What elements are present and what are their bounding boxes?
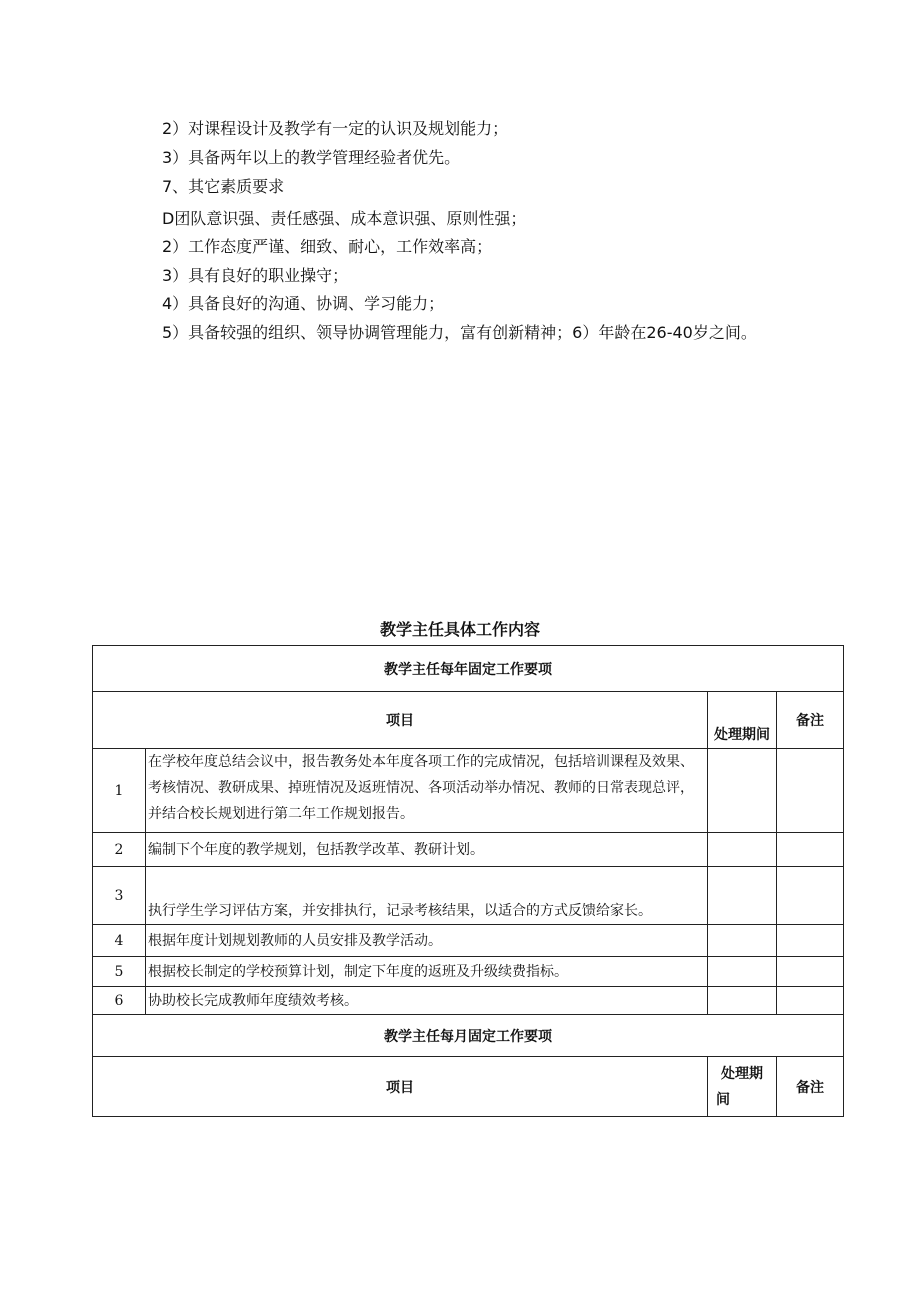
table-row bbox=[93, 833, 844, 867]
annual-header-note: 备注 bbox=[777, 692, 844, 749]
row-period-cell bbox=[708, 833, 777, 867]
row-text: 在学校年度总结会议中，报告教务处本年度各项工作的完成情况，包括培训课程及效果、考核情况、教研成果、掉班情况及返班情况、各项活动举办情况、教师的日常表现总评，并结合校长规划进行第二年工作规划报告。 bbox=[146, 749, 708, 833]
requirement-line: 2）工作态度严谨、细致、耐心，工作效率高； bbox=[162, 237, 493, 256]
row-number: 3 bbox=[93, 867, 146, 925]
row-period-cell bbox=[708, 749, 777, 833]
row-text: 编制下个年度的教学规划，包括教学改革、教研计划。 bbox=[146, 833, 708, 867]
monthly-header-period bbox=[708, 1057, 777, 1117]
table-title: 教学主任具体工作内容 bbox=[379, 620, 540, 639]
requirement-heading: 7、其它素质要求 bbox=[162, 177, 285, 196]
row-text: 根据年度计划规划教师的人员安排及教学活动。 bbox=[146, 925, 708, 957]
row-period-cell bbox=[708, 925, 777, 957]
row-note-cell bbox=[777, 925, 844, 957]
requirement-line: D团队意识强、责任感强、成本意识强、原则性强； bbox=[162, 209, 527, 228]
row-number: 6 bbox=[93, 987, 146, 1015]
annual-header-item: 项目 bbox=[93, 692, 708, 749]
requirement-line: 5）具备较强的组织、领导协调管理能力，富有创新精神；6）年龄在26-40岁之间。 bbox=[162, 323, 757, 342]
row-note-cell bbox=[777, 749, 844, 833]
table-row bbox=[93, 925, 844, 957]
row-text: 协助校长完成教师年度绩效考核。 bbox=[146, 987, 708, 1015]
row-period-cell bbox=[708, 957, 777, 987]
work-items-table bbox=[92, 645, 844, 1117]
monthly-header-item: 项目 bbox=[93, 1057, 708, 1117]
annual-section-title: 教学主任每年固定工作要项 bbox=[93, 646, 844, 692]
row-number: 2 bbox=[93, 833, 146, 867]
requirement-line: 3）具有良好的职业操守； bbox=[162, 266, 349, 285]
table-row bbox=[93, 987, 844, 1015]
monthly-section-title: 教学主任每月固定工作要项 bbox=[93, 1015, 844, 1057]
table-row bbox=[93, 867, 844, 925]
requirement-line: 4）具备良好的沟通、协调、学习能力； bbox=[162, 294, 445, 313]
requirement-line: 2）对课程设计及教学有一定的认识及规划能力； bbox=[162, 119, 509, 138]
row-note-cell bbox=[777, 833, 844, 867]
row-text: 执行学生学习评估方案，并安排执行，记录考核结果，以适合的方式反馈给家长。 bbox=[146, 867, 708, 925]
annual-header-period: 处理期间 bbox=[708, 692, 777, 749]
row-period-cell bbox=[708, 987, 777, 1015]
row-note-cell bbox=[777, 987, 844, 1015]
row-note-cell bbox=[777, 867, 844, 925]
row-number: 4 bbox=[93, 925, 146, 957]
row-text: 根据校长制定的学校预算计划，制定下年度的返班及升级续费指标。 bbox=[146, 957, 708, 987]
table-row bbox=[93, 749, 844, 833]
monthly-header-note: 备注 bbox=[777, 1057, 844, 1117]
row-period-cell bbox=[708, 867, 777, 925]
requirement-line: 3）具备两年以上的教学管理经验者优先。 bbox=[162, 148, 461, 167]
row-note-cell bbox=[777, 957, 844, 987]
monthly-header-period-line1: 处理期 bbox=[721, 1065, 763, 1082]
monthly-header-period-line2: 间 bbox=[716, 1091, 730, 1108]
row-number: 1 bbox=[93, 749, 146, 833]
row-number: 5 bbox=[93, 957, 146, 987]
table-row bbox=[93, 957, 844, 987]
